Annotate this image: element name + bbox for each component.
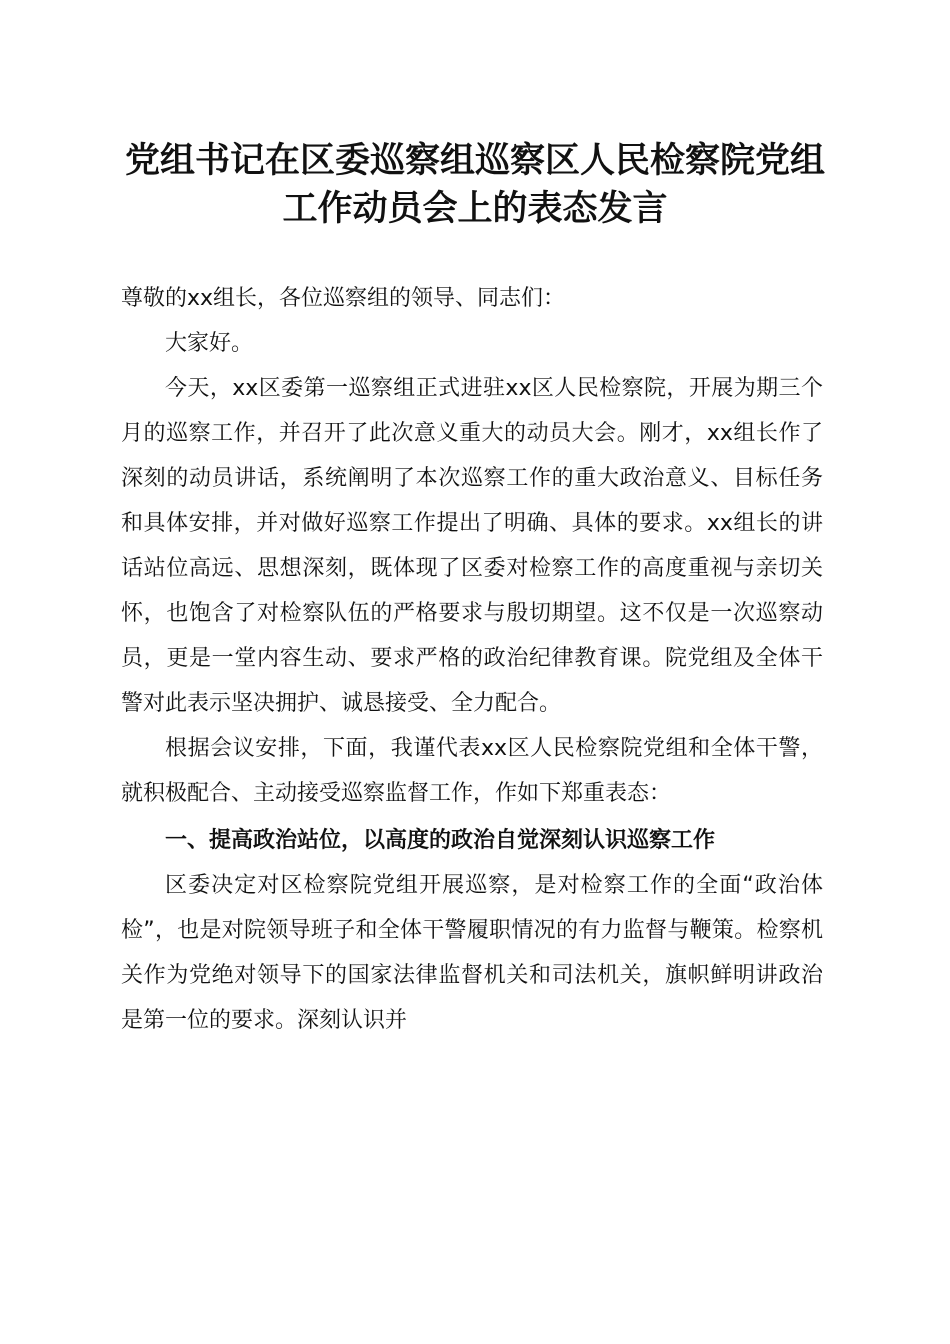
paragraph-introduction: 今天，xx区委第一巡察组正式进驻xx区人民检察院，开展为期三个月的巡察工作，并召开了此次意义重大的动员大会。刚才，xx组长作了深刻的动员讲话，系统阐明了本次巡察工作的重大政治意义、目标任务和具体安排，并对做好巡察工作提出了明确、具体的要求。xx组长的讲话站位高远、思想深刻，既体现了区委对检察工作的高度重视与亲切关怀，也饱含了对检察队伍的严格要求与殷切期望。这不仅是一次巡察动员，更是一堂内容生动、要求严格的政治纪律教育课。院党组及全体干警对此表示坚决拥护、诚恳接受、全力配合。 [121,376,823,716]
paragraph-greeting: 大家好。 [165,331,254,356]
section-heading: 一、提高政治站位，以高度的政治自觉深刻认识巡察工作 [165,828,716,853]
document-title-line-2: 工作动员会上的表态发言 [282,188,668,229]
salutation: 尊敬的xx组长，各位巡察组的领导、同志们： [121,286,566,311]
document-body [121,276,823,1043]
document-title-line-1: 党组书记在区委巡察组巡察区人民检察院党组 [124,140,825,181]
paragraph-statement-intro: 根据会议安排，下面，我谨代表xx区人民检察院党组和全体干警，就积极配合、主动接受巡察监督工作，作如下郑重表态： [121,736,823,806]
section-paragraph: 区委决定对区检察院党组开展巡察，是对检察工作的全面“政治体检”，也是对院领导班子和全体干警履职情况的有力监督与鞭策。检察机关作为党绝对领导下的国家法律监督机关和司法机关，旗帜鲜明讲政治是第一位的要求。深刻认识并 [121,873,823,1033]
